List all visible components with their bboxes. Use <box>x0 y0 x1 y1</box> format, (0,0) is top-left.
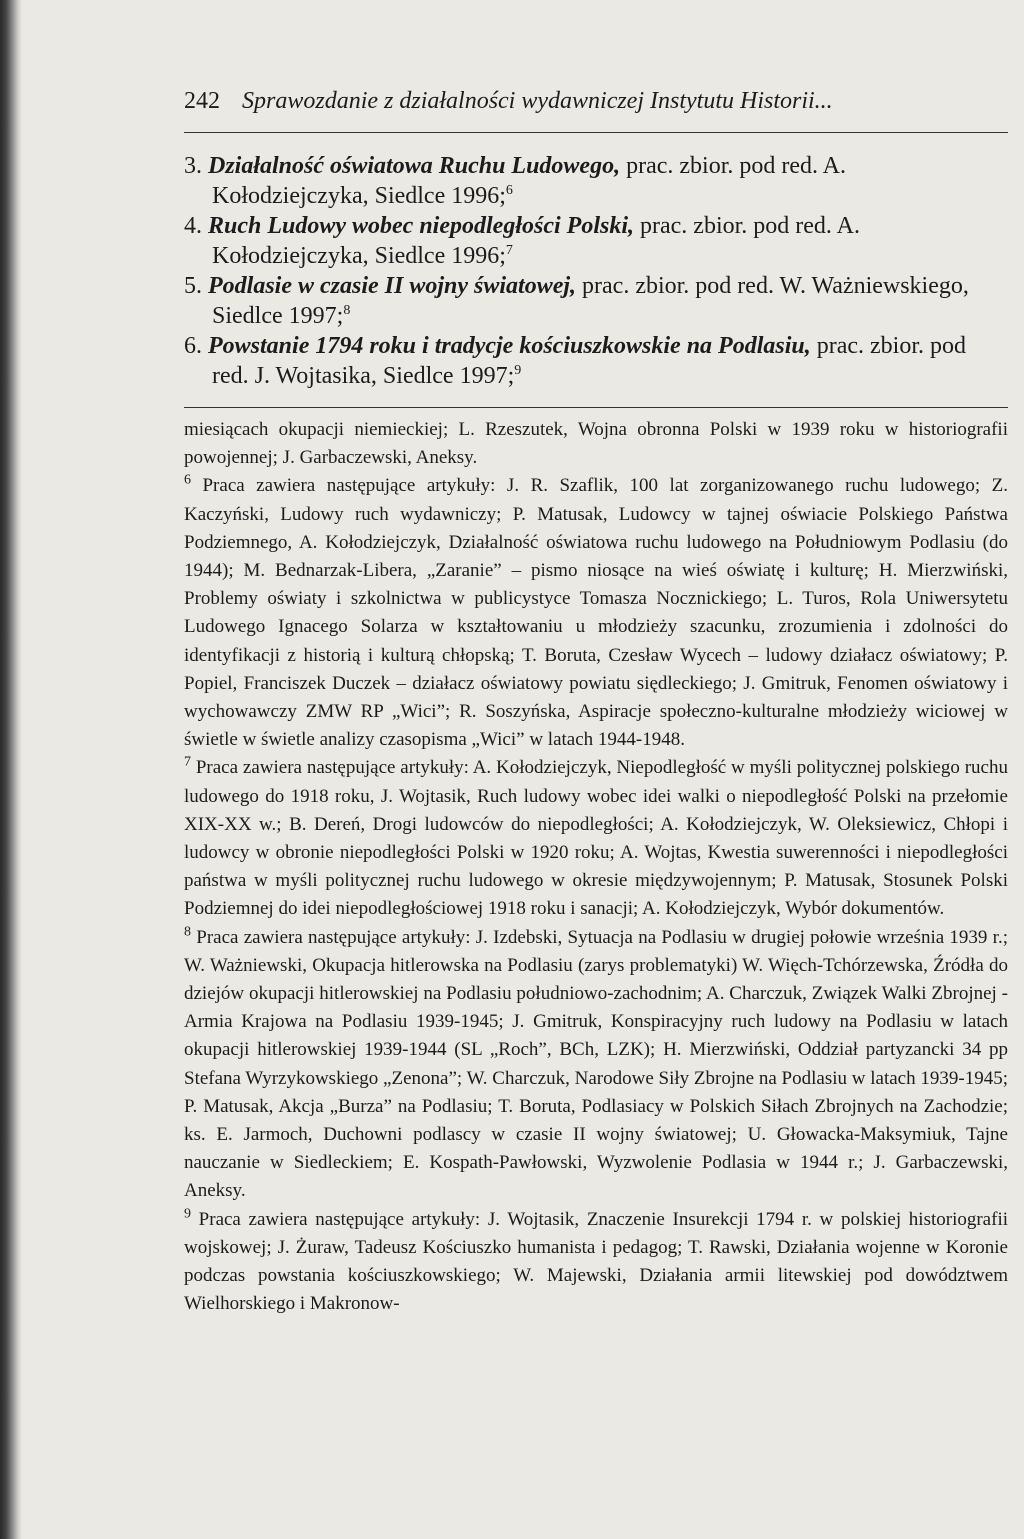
publication-title: Ruch Ludowy wobec niepodległości Polski, <box>208 213 634 239</box>
publication-list <box>184 151 1008 391</box>
footnote-6: $^6$ Praca zawiera następujące artykuły: J. R. Szaflik, 100 lat zorganizowanego ruchu ludowego; Z. Kaczyński, Ludowy ruch wydawniczy; P. Matusak, Ludowcy w tajnej oświacie Polskiego Państwa Podziemnego, A. Kołodziejczyk, Działalność oświatowa ruchu ludowego na Południowym Podlasiu (do 1944); M. Bednarzak-Libera, „Zaranie” – pismo niosące na wieś oświatę i kulturę; H. Mierzwiński, Problemy oświaty i szkolnictwa w publicystyce Tomasza Nocznickiego; L. Turos, Rola Uniwersytetu Ludowego Ignacego Solarza w kształtowaniu u młodzieży szacunku, zrozumienia i zdolności do identyfikacji z historią i kulturą chłopską; T. Boruta, Czesław Wycech – ludowy działacz oświatowy; P. Popiel, Franciszek Duczek – działacz oświatowy powiatu siędleckiego; J. Gmitruk, Fenomen oświatowy i wychowawczy ZMW RP „Wici”; R. Soszyńska, Aspiracje społeczno-kulturalne młodzieży wiciowej w świetle w świetle analizy czasopisma „Wici” w latach 1944-1948. <box>184 473 1008 751</box>
footnote-9: $^9$ Praca zawiera następujące artykuły: J. Wojtasik, Znaczenie Insurekcji 1794 r. w polskiej historiografii wojskowej; J. Żuraw, Tadeusz Kościuszko humanista i pedagog; T. Rawski, Działania wojenne w Koronie podczas powstania kościuszkowskiego; W. Majewski, Działania armii litewskiej pod dowództwem Wielhorskiego i Makronow- <box>184 1206 1008 1315</box>
running-title: Sprawozdanie z działalności wydawniczej Instytutu Historii... <box>242 88 833 114</box>
footnote-7: $^7$ Praca zawiera następujące artykuły: A. Kołodziejczyk, Niepodległość w myśli politycznej polskiego ruchu ludowego do 1918 roku, J. Wojtasik, Ruch ludowy wobec idei walki o niepodległość Polski na przełomie XIX-XX w.; B. Dereń, Drogi ludowców do niepodległości; A. Kołodziejczyk, W. Oleksiewicz, Chłopi i ludowcy w obronie niepodległości Polski w 1920 roku; A. Wojtas, Kwestia suwerenności i niepodległości państwa w myśli politycznej ruchu ludowego w okresie międzywojennym; P. Matusak, Stosunek Polski Podziemnej do idei niepodległościowej 1918 roku i sanacji; A. Kołodziejczyk, Wybór dokumentów. <box>184 755 1008 920</box>
footnote-8: $^8$ Praca zawiera następujące artykuły: J. Izdebski, Sytuacja na Podlasiu w drugiej połowie września 1939 r.; W. Ważniewski, Okupacja hitlerowska na Podlasiu (zarys problematyki) W. Więch-Tchórzewska, Źródła do dziejów okupacji hitlerowskiej na Podlasiu południowo-zachodnim; A. Charczuk, Związek Walki Zbrojnej - Armia Krajowa na Podlasiu 1939-1945; J. Gmitruk, Konspiracyjny ruch ludowy na Podlasiu w latach okupacji hitlerowskiej 1939-1944 (SL „Roch”, BCh, LZK); H. Mierzwiński, Oddział partyzancki 34 pp Stefana Wyrzykowskiego „Zenona”; W. Charczuk, Narodowe Siły Zbrojne na Podlasiu w latach 1939-1945; P. Matusak, Akcja „Burza” na Podlasiu; T. Boruta, Podlasiacy w Polskich Siłach Zbrojnych na Zachodzie; ks. E. Jarmoch, Duchowni podlascy w czasie II wojny światowej; U. Głowacka-Maksymiuk, Tajne nauczanie w Siedleckiem; E. Kospath-Pawłowski, Wyzwolenie Podlasia w 1944 r.; J. Garbaczewski, Aneksy. <box>184 924 1008 1202</box>
book-page <box>184 88 1008 1319</box>
list-item: 4. Ruch Ludowy wobec niepodległości Polski, prac. zbior. pod red. A. Kołodziejczyka, Siedlce 1996;$^7$ <box>184 213 860 269</box>
publication-title: Działalność oświatowa Ruchu Ludowego, <box>208 153 621 179</box>
footnote-ref: 6 <box>505 183 513 198</box>
scan-binding-shadow <box>0 0 22 1539</box>
footnote-ref: 8 <box>343 303 351 318</box>
list-item: 6. Powstanie 1794 roku i tradycje kościuszkowskie na Podlasiu, prac. zbior. pod red. J. Wojtasika, Siedlce 1997;$^9$ <box>184 333 967 389</box>
publication-title: Podlasie w czasie II wojny światowej, <box>208 273 577 299</box>
footnote-continuation: miesiącach okupacji niemieckiej; L. Rzeszutek, Wojna obronna Polski w 1939 roku w historiografii powojennej; J. Garbaczewski, Aneksy. <box>184 419 1008 469</box>
page-number: 242 <box>184 88 220 114</box>
footnote-divider <box>184 407 1008 408</box>
running-header <box>184 88 1008 133</box>
list-item: 3. Działalność oświatowa Ruchu Ludowego, prac. zbior. pod red. A. Kołodziejczyka, Siedlce 1996;$^6$ <box>184 153 847 209</box>
footnotes <box>184 416 1008 1319</box>
publication-title: Powstanie 1794 roku i tradycje kościuszkowskie na Podlasiu, <box>208 333 811 359</box>
footnote-ref: 7 <box>505 243 513 258</box>
list-item: 5. Podlasie w czasie II wojny światowej, prac. zbior. pod red. W. Ważniewskiego, Siedlce 1997;$^8$ <box>184 273 969 329</box>
footnote-ref: 9 <box>514 363 522 378</box>
